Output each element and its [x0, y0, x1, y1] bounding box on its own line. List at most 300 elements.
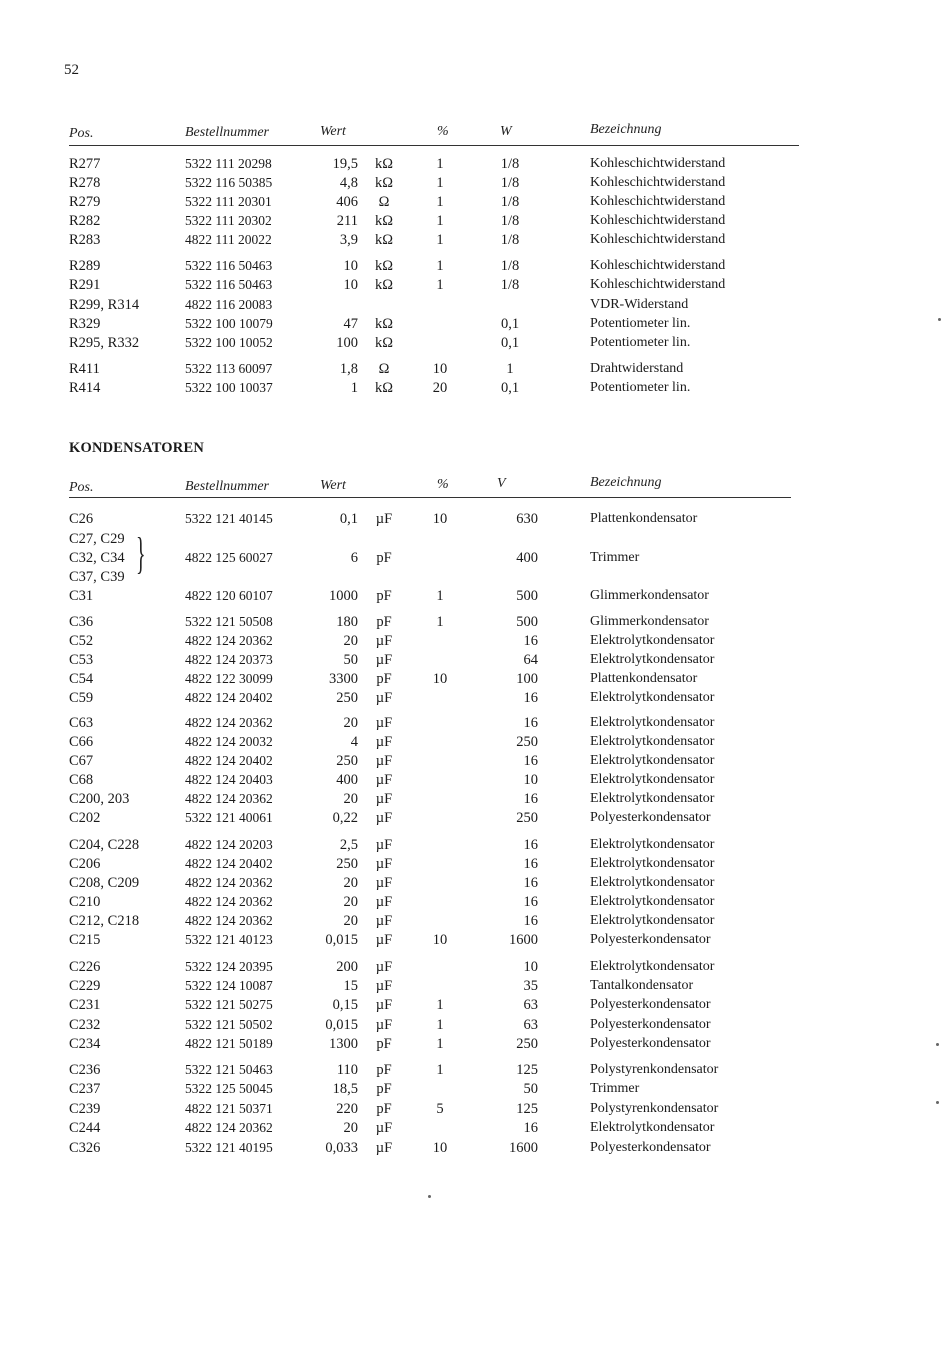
cell-voltage: 250: [516, 810, 538, 826]
cell-order-number: 4822 124 20362: [185, 633, 273, 648]
cell-value: 406: [336, 194, 358, 210]
cell-order-number: 4822 120 60107: [185, 588, 273, 603]
table-row: [0, 194, 950, 212]
cell-unit: µF: [375, 856, 393, 872]
cell-value: 47: [343, 316, 358, 332]
cell-voltage: 35: [523, 978, 538, 994]
cell-position: C212, C218: [69, 913, 140, 929]
cell-wattage: 1/8: [500, 232, 520, 248]
cell-unit: pF: [376, 1081, 392, 1097]
cell-description: Potentiometer lin.: [590, 316, 691, 331]
cell-description: Elektrolytkondensator: [590, 837, 715, 852]
cell-unit: µF: [375, 1120, 393, 1136]
table-row: [0, 753, 950, 771]
table-row: [0, 1140, 950, 1158]
table-row: [0, 569, 950, 587]
cell-position: C202: [69, 810, 101, 826]
cell-position: C232: [69, 1017, 101, 1033]
cell-unit: µF: [375, 633, 393, 649]
cell-voltage: 1600: [509, 1140, 538, 1156]
cell-unit: µF: [375, 959, 393, 975]
cell-position: C37, C39: [69, 569, 125, 585]
cell-order-number: 4822 116 20083: [185, 297, 273, 312]
cell-description: Plattenkondensator: [590, 671, 698, 686]
table-row: [0, 531, 950, 549]
cell-position: R411: [69, 361, 100, 377]
table-row: [0, 156, 950, 174]
cell-tolerance: 1: [436, 175, 444, 191]
cell-value: 20: [343, 913, 358, 929]
cell-order-number: 4822 122 30099: [185, 671, 273, 686]
cell-voltage: 63: [523, 997, 538, 1013]
cell-description: Elektrolytkondensator: [590, 690, 715, 705]
cell-position: C231: [69, 997, 101, 1013]
cell-unit: kΩ: [374, 232, 394, 248]
cell-order-number: 4822 124 20402: [185, 856, 273, 871]
table-row: [0, 1017, 950, 1035]
cell-order-number: 4822 124 20362: [185, 1120, 273, 1135]
cell-order-number: 5322 121 40145: [185, 511, 273, 526]
cell-tolerance: 1: [436, 156, 444, 172]
cell-unit: kΩ: [374, 335, 394, 351]
cell-order-number: 4822 111 20022: [185, 232, 272, 247]
cell-unit: µF: [375, 753, 393, 769]
cell-order-number: 5322 121 50463: [185, 1062, 273, 1077]
table-row: [0, 380, 950, 398]
table-row: [0, 997, 950, 1015]
cell-position: C208, C209: [69, 875, 140, 891]
table-row: [0, 932, 950, 950]
header-pos: Pos.: [69, 480, 94, 495]
cell-voltage: 250: [516, 1036, 538, 1052]
cell-position: C237: [69, 1081, 101, 1097]
cell-voltage: 125: [516, 1101, 538, 1117]
table-row: [0, 614, 950, 632]
cell-value: 0,15: [332, 997, 358, 1013]
table-row: [0, 258, 950, 276]
cell-value: 20: [343, 715, 358, 731]
table-row: [0, 715, 950, 733]
cell-tolerance: 1: [436, 194, 444, 210]
header-bestellnummer: Bestellnummer: [185, 479, 269, 494]
cell-order-number: 4822 124 20402: [185, 690, 273, 705]
table-row: [0, 1081, 950, 1099]
cell-position: R299, R314: [69, 297, 140, 313]
table-row: [0, 734, 950, 752]
scan-speck: [936, 1101, 939, 1104]
cell-description: Trimmer: [590, 1081, 640, 1096]
cell-order-number: 4822 124 20362: [185, 875, 273, 890]
cell-description: Elektrolytkondensator: [590, 894, 715, 909]
cell-voltage: 16: [523, 875, 538, 891]
cell-position: C210: [69, 894, 101, 910]
cell-position: C244: [69, 1120, 101, 1136]
cell-order-number: 5322 121 50275: [185, 997, 273, 1012]
cell-description: Kohleschichtwiderstand: [590, 258, 726, 273]
cell-unit: pF: [376, 614, 392, 630]
cell-position: R329: [69, 316, 101, 332]
cell-tolerance: 1: [436, 997, 444, 1013]
cell-position: C32, C34: [69, 550, 125, 566]
cell-position: R295, R332: [69, 335, 140, 351]
table-row: [0, 652, 950, 670]
cell-order-number: 5322 100 10052: [185, 335, 273, 350]
cell-voltage: 16: [523, 913, 538, 929]
cell-position: C215: [69, 932, 101, 948]
cell-unit: kΩ: [374, 213, 394, 229]
cell-voltage: 630: [516, 511, 538, 527]
cell-unit: pF: [376, 1036, 392, 1052]
cell-order-number: 4822 121 50189: [185, 1036, 273, 1051]
cell-unit: µF: [375, 913, 393, 929]
cell-description: Kohleschichtwiderstand: [590, 156, 726, 171]
cell-voltage: 400: [516, 550, 538, 566]
table-row: [0, 511, 950, 529]
cell-unit: µF: [375, 772, 393, 788]
cell-voltage: 50: [523, 1081, 538, 1097]
cell-voltage: 16: [523, 894, 538, 910]
cell-description: Polystyrenkondensator: [590, 1101, 719, 1116]
cell-unit: µF: [375, 791, 393, 807]
cell-voltage: 16: [523, 791, 538, 807]
cell-description: VDR-Widerstand: [590, 297, 689, 312]
cell-value: 10: [343, 277, 358, 293]
cell-description: Glimmerkondensator: [590, 614, 709, 629]
cell-position: C27, C29: [69, 531, 125, 547]
cell-voltage: 500: [516, 588, 538, 604]
section-title-kondensatoren: KONDENSATOREN: [69, 440, 205, 456]
header-w: W: [500, 124, 512, 139]
cell-order-number: 5322 125 50045: [185, 1081, 273, 1096]
cell-unit: kΩ: [374, 277, 394, 293]
cell-tolerance: 1: [436, 1036, 444, 1052]
cell-position: C67: [69, 753, 94, 769]
cell-position: C52: [69, 633, 94, 649]
header-pos: Pos.: [69, 126, 94, 141]
cell-description: Polyesterkondensator: [590, 1036, 711, 1051]
cell-value: 250: [336, 753, 358, 769]
cell-wattage: 1: [506, 361, 514, 377]
cell-voltage: 16: [523, 837, 538, 853]
cell-order-number: 5322 111 20302: [185, 213, 272, 228]
cell-value: 4,8: [339, 175, 358, 191]
cell-unit: kΩ: [374, 156, 394, 172]
cell-tolerance: 10: [432, 932, 448, 948]
cell-voltage: 16: [523, 715, 538, 731]
cell-voltage: 500: [516, 614, 538, 630]
cell-voltage: 100: [516, 671, 538, 687]
cell-description: Polyesterkondensator: [590, 997, 711, 1012]
cell-value: 3,9: [339, 232, 358, 248]
cell-description: Potentiometer lin.: [590, 380, 691, 395]
cell-order-number: 4822 124 20373: [185, 652, 273, 667]
cell-description: Plattenkondensator: [590, 511, 698, 526]
cell-description: Polyesterkondensator: [590, 1140, 711, 1155]
cell-description: Kohleschichtwiderstand: [590, 194, 726, 209]
cell-unit: µF: [375, 932, 393, 948]
cell-unit: kΩ: [374, 316, 394, 332]
cell-value: 250: [336, 690, 358, 706]
cell-value: 110: [336, 1062, 358, 1078]
cell-voltage: 10: [523, 959, 538, 975]
cell-order-number: 5322 116 50463: [185, 277, 273, 292]
scan-speck: [428, 1195, 431, 1198]
cell-order-number: 5322 124 10087: [185, 978, 273, 993]
cell-position: C59: [69, 690, 94, 706]
cell-unit: µF: [375, 715, 393, 731]
table-row: [0, 1062, 950, 1080]
table-row: [0, 361, 950, 379]
cell-position: R282: [69, 213, 101, 229]
cell-value: 200: [336, 959, 358, 975]
cell-value: 1300: [329, 1036, 358, 1052]
table-row: [0, 550, 950, 568]
table-row: [0, 791, 950, 809]
cell-order-number: 5322 116 50463: [185, 258, 273, 273]
cell-description: Elektrolytkondensator: [590, 791, 715, 806]
cell-value: 220: [336, 1101, 358, 1117]
cell-value: 0,22: [332, 810, 358, 826]
cell-value: 15: [343, 978, 358, 994]
cell-unit: µF: [375, 810, 393, 826]
cell-value: 20: [343, 1120, 358, 1136]
cell-unit: Ω: [378, 194, 390, 210]
cell-value: 4: [350, 734, 358, 750]
cell-position: C229: [69, 978, 101, 994]
cell-position: C326: [69, 1140, 101, 1156]
cell-wattage: 1/8: [500, 213, 520, 229]
cell-value: 1: [350, 380, 358, 396]
cell-tolerance: 10: [432, 671, 448, 687]
cell-description: Kohleschichtwiderstand: [590, 277, 726, 292]
cell-order-number: 4822 124 20362: [185, 913, 273, 928]
cell-position: C206: [69, 856, 101, 872]
cell-order-number: 5322 121 50508: [185, 614, 273, 629]
cell-value: 10: [343, 258, 358, 274]
cell-value: 1,8: [339, 361, 358, 377]
cell-value: 0,1: [339, 511, 358, 527]
cell-order-number: 5322 100 10037: [185, 380, 273, 395]
cell-wattage: 1/8: [500, 258, 520, 274]
table-row: [0, 959, 950, 977]
cell-value: 0,033: [325, 1140, 358, 1156]
cell-order-number: 4822 121 50371: [185, 1101, 273, 1116]
cell-tolerance: 5: [436, 1101, 444, 1117]
cell-position: C63: [69, 715, 94, 731]
cell-value: 50: [343, 652, 358, 668]
cell-value: 400: [336, 772, 358, 788]
cell-value: 0,015: [325, 1017, 358, 1033]
cell-value: 1000: [329, 588, 358, 604]
cell-order-number: 4822 124 20362: [185, 715, 273, 730]
cell-wattage: 1/8: [500, 277, 520, 293]
cell-value: 211: [336, 213, 358, 229]
cell-position: R283: [69, 232, 101, 248]
table-row: [0, 232, 950, 250]
table-row: [0, 1101, 950, 1119]
scan-speck: [936, 1043, 939, 1046]
cell-description: Polyesterkondensator: [590, 932, 711, 947]
cell-voltage: 125: [516, 1062, 538, 1078]
table-row: [0, 1036, 950, 1054]
cell-value: 20: [343, 894, 358, 910]
cell-description: Tantalkondensator: [590, 978, 694, 993]
table-row: [0, 772, 950, 790]
cell-value: 100: [336, 335, 358, 351]
cell-value: 250: [336, 856, 358, 872]
cell-voltage: 63: [523, 1017, 538, 1033]
cell-tolerance: 1: [436, 277, 444, 293]
cell-description: Kohleschichtwiderstand: [590, 213, 726, 228]
cell-description: Elektrolytkondensator: [590, 715, 715, 730]
cell-unit: pF: [376, 1062, 392, 1078]
cell-description: Elektrolytkondensator: [590, 1120, 715, 1135]
cell-description: Elektrolytkondensator: [590, 772, 715, 787]
cell-unit: µF: [375, 511, 393, 527]
cell-unit: µF: [375, 894, 393, 910]
cell-voltage: 250: [516, 734, 538, 750]
cell-position: R279: [69, 194, 101, 210]
cell-voltage: 1600: [509, 932, 538, 948]
cell-order-number: 5322 124 20395: [185, 959, 273, 974]
cell-tolerance: 1: [436, 258, 444, 274]
table-row: [0, 856, 950, 874]
cell-order-number: 4822 124 20362: [185, 791, 273, 806]
table-row: [0, 316, 950, 334]
cell-description: Elektrolytkondensator: [590, 652, 715, 667]
cell-order-number: 5322 121 50502: [185, 1017, 273, 1032]
table-row: [0, 297, 950, 315]
page-number: 52: [64, 62, 79, 78]
cell-position: R278: [69, 175, 101, 191]
cell-position: R289: [69, 258, 101, 274]
cell-description: Elektrolytkondensator: [590, 753, 715, 768]
cell-unit: kΩ: [374, 258, 394, 274]
cell-description: Elektrolytkondensator: [590, 734, 715, 749]
cell-order-number: 4822 124 20203: [185, 837, 273, 852]
cell-wattage: 0,1: [500, 380, 520, 396]
cell-description: Glimmerkondensator: [590, 588, 709, 603]
cell-value: 0,015: [325, 932, 358, 948]
cell-tolerance: 20: [432, 380, 448, 396]
cell-description: Kohleschichtwiderstand: [590, 232, 726, 247]
table-row: [0, 175, 950, 193]
cell-voltage: 64: [523, 652, 538, 668]
cell-unit: µF: [375, 978, 393, 994]
cell-value: 19,5: [332, 156, 358, 172]
cell-tolerance: 1: [436, 588, 444, 604]
header-percent: %: [437, 124, 449, 139]
header-wert: Wert: [320, 478, 346, 493]
cell-position: C236: [69, 1062, 101, 1078]
table-row: [0, 335, 950, 353]
cell-order-number: 5322 113 60097: [185, 361, 273, 376]
cell-wattage: 0,1: [500, 335, 520, 351]
cell-value: 180: [336, 614, 358, 630]
cell-wattage: 1/8: [500, 175, 520, 191]
cell-position: C54: [69, 671, 94, 687]
cell-position: C226: [69, 959, 101, 975]
cell-tolerance: 10: [432, 511, 448, 527]
header-bezeichnung: Bezeichnung: [590, 475, 662, 490]
cell-description: Elektrolytkondensator: [590, 875, 715, 890]
header-rule: [69, 145, 799, 146]
cell-description: Elektrolytkondensator: [590, 959, 715, 974]
cell-description: Potentiometer lin.: [590, 335, 691, 350]
cell-description: Kohleschichtwiderstand: [590, 175, 726, 190]
cell-tolerance: 10: [432, 361, 448, 377]
table-row: [0, 671, 950, 689]
brace-symbol: }: [136, 529, 146, 578]
scan-speck: [938, 318, 941, 321]
cell-order-number: 4822 124 20402: [185, 753, 273, 768]
cell-order-number: 4822 124 20403: [185, 772, 273, 787]
cell-value: 2,5: [339, 837, 358, 853]
table-row: [0, 588, 950, 606]
cell-description: Elektrolytkondensator: [590, 856, 715, 871]
cell-order-number: 5322 111 20298: [185, 156, 272, 171]
cell-unit: pF: [376, 1101, 392, 1117]
header-bestellnummer: Bestellnummer: [185, 125, 269, 140]
cell-unit: pF: [376, 550, 392, 566]
cell-tolerance: 10: [432, 1140, 448, 1156]
header-rule: [69, 497, 791, 498]
table-row: [0, 978, 950, 996]
table-row: [0, 1120, 950, 1138]
cell-order-number: 5322 121 40123: [185, 932, 273, 947]
table-row: [0, 894, 950, 912]
cell-position: C66: [69, 734, 94, 750]
cell-value: 6: [350, 550, 358, 566]
cell-voltage: 16: [523, 753, 538, 769]
cell-voltage: 16: [523, 690, 538, 706]
cell-wattage: 1/8: [500, 194, 520, 210]
cell-position: R277: [69, 156, 101, 172]
table-row: [0, 277, 950, 295]
cell-order-number: 4822 125 60027: [185, 550, 273, 565]
cell-order-number: 5322 121 40061: [185, 810, 273, 825]
cell-position: C204, C228: [69, 837, 140, 853]
cell-unit: pF: [376, 588, 392, 604]
cell-position: C53: [69, 652, 94, 668]
table-row: [0, 875, 950, 893]
cell-unit: pF: [376, 671, 392, 687]
cell-description: Drahtwiderstand: [590, 361, 684, 376]
table-row: [0, 690, 950, 708]
cell-value: 20: [343, 791, 358, 807]
cell-value: 20: [343, 875, 358, 891]
cell-order-number: 5322 111 20301: [185, 194, 272, 209]
cell-position: C36: [69, 614, 94, 630]
cell-value: 20: [343, 633, 358, 649]
cell-description: Elektrolytkondensator: [590, 633, 715, 648]
cell-order-number: 5322 121 40195: [185, 1140, 273, 1155]
cell-position: C234: [69, 1036, 101, 1052]
cell-unit: µF: [375, 1017, 393, 1033]
cell-position: C200, 203: [69, 791, 130, 807]
cell-position: C31: [69, 588, 94, 604]
cell-unit: Ω: [378, 361, 390, 377]
cell-value: 18,5: [332, 1081, 358, 1097]
cell-order-number: 5322 100 10079: [185, 316, 273, 331]
cell-position: R414: [69, 380, 101, 396]
cell-unit: µF: [375, 1140, 393, 1156]
cell-order-number: 4822 124 20032: [185, 734, 273, 749]
cell-tolerance: 1: [436, 614, 444, 630]
cell-description: Polyesterkondensator: [590, 1017, 711, 1032]
cell-wattage: 1/8: [500, 156, 520, 172]
cell-unit: µF: [375, 875, 393, 891]
